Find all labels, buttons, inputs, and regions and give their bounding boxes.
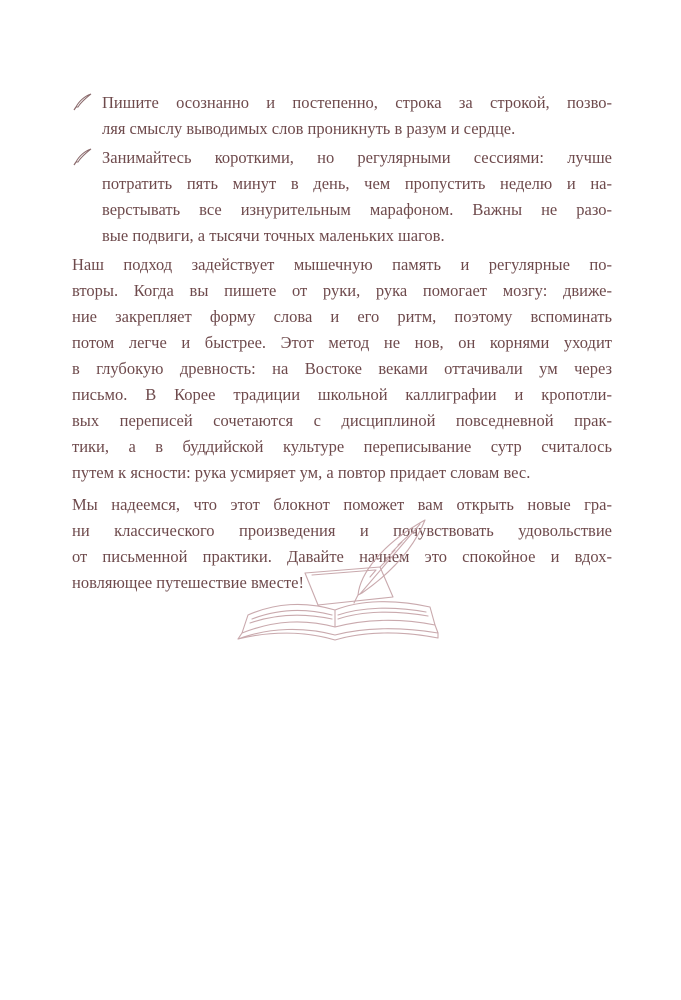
text-line: вых переписей сочетаются с дисциплиной повседневной прак- (72, 411, 612, 430)
text-line: ние закрепляет форму слова и его ритм, поэтому вспоминать (72, 307, 612, 326)
text-line: ни классического произведения и почувствовать удовольствие (72, 521, 612, 540)
paragraph (72, 252, 612, 486)
quill-pen-icon (72, 93, 92, 111)
text-line: новляющее путешествие вместе! (72, 573, 304, 592)
text-line: Наш подход задействует мышечную память и регулярные по- (72, 255, 612, 274)
text-line: письмо. В Корее традиции школьной каллиграфии и кропотли- (72, 385, 612, 404)
text-line: Занимайтесь короткими, но регулярными сессиями: лучше (102, 148, 612, 167)
text-line: Пишите осознанно и постепенно, строка за строкой, позво- (102, 93, 612, 112)
text-line: ляя смыслу выводимых слов проникнуть в разум и сердце. (102, 119, 516, 138)
quill-pen-icon (72, 148, 92, 166)
bullet-item (72, 145, 612, 249)
text-line: потом легче и быстрее. Этот метод не нов, он корнями уходит (72, 333, 612, 352)
text-line: в глубокую древность: на Востоке веками оттачивали ум через (72, 359, 612, 378)
text-line: верстывать все изнурительным марафоном. Важны не разо- (102, 200, 612, 219)
text-line: тики, а в буддийской культуре переписывание сутр считалось (72, 437, 612, 456)
open-book-with-quill-icon (230, 515, 440, 650)
text-line: путем к ясности: рука усмиряет ум, а повтор придает словам вес. (72, 463, 531, 482)
text-line: Мы надеемся, что этот блокнот поможет вам открыть новые гра- (72, 495, 612, 514)
text-line: вторы. Когда вы пишете от руки, рука помогает мозгу: движе- (72, 281, 612, 300)
text-line: от письменной практики. Давайте начнем это спокойное и вдох- (72, 547, 612, 566)
bullet-item (72, 90, 612, 142)
text-line: потратить пять минут в день, чем пропустить неделю и на- (102, 174, 612, 193)
text-line: вые подвиги, а тысячи точных маленьких шагов. (102, 226, 445, 245)
